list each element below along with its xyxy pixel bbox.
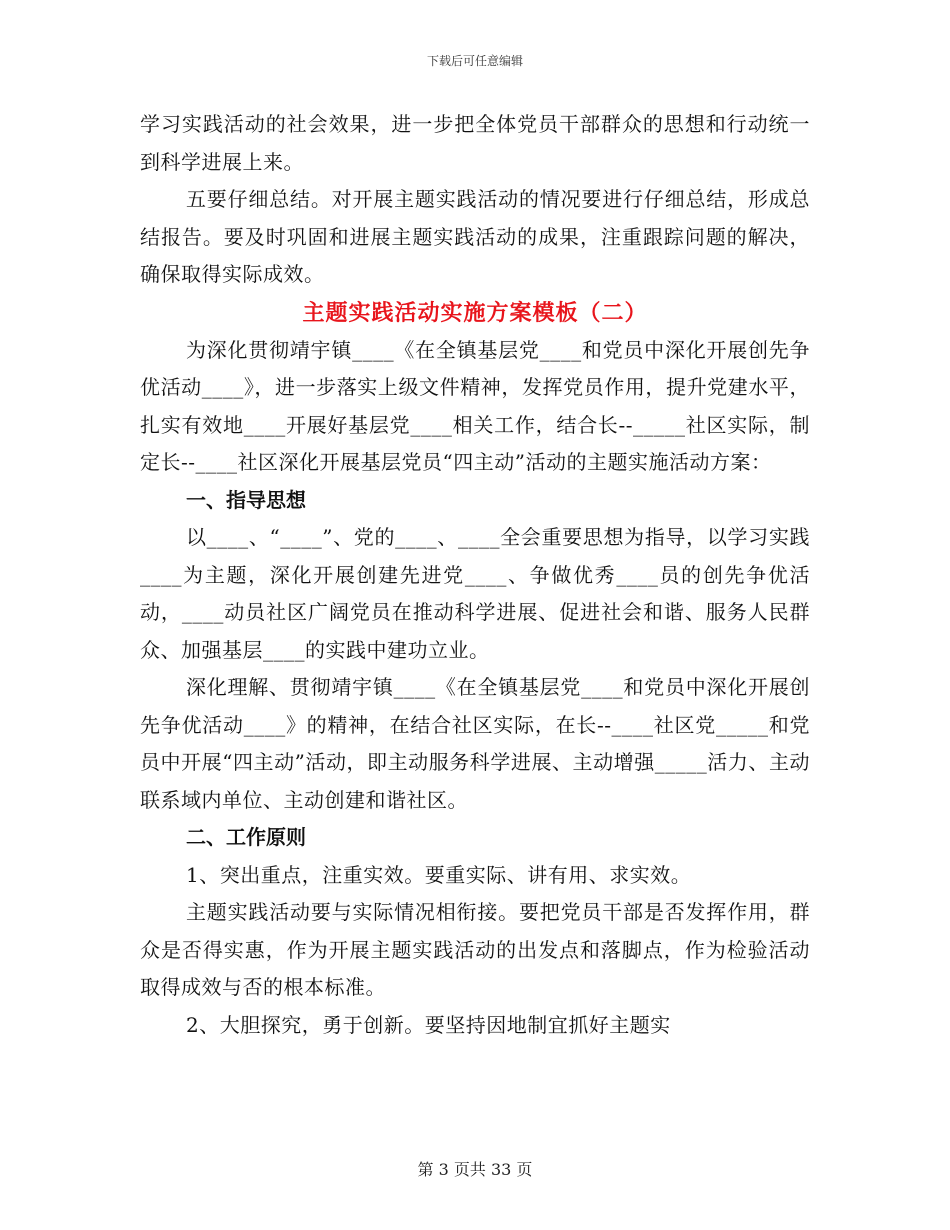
section-title: 主题实践活动实施方案模板（二）: [302, 299, 648, 326]
paragraph-2: 五要仔细总结。对开展主题实践活动的情况要进行仔细总结，形成总结报告。要及时巩固和进展主题实践活动的成果，注重跟踪问题的解决，确保取得实际成效。: [140, 187, 810, 286]
page-footer: 第 3 页共 33 页: [417, 1160, 533, 1179]
document-body: [140, 106, 810, 1044]
paragraph-1: 学习实践活动的社会效果，进一步把全体党员干部群众的思想和行动统一到科学进展上来。: [140, 112, 810, 174]
paragraph-8: 2、大胆探究，勇于创新。要坚持因地制宜抓好主题实: [186, 1012, 671, 1037]
paragraph-6: 1、突出重点，注重实效。要重实际、讲有用、求实效。: [186, 862, 692, 887]
paragraph-5: 深化理解、贯彻靖宇镇____《在全镇基层党____和党员中深化开展创先争优活动____》的精神，在结合社区实际，在长--____社区党_____和党员中开展“四主动”活动，即主动服务科学进展、主动增强_____活力、主动联系域内单位、主动创建和谐社区。: [140, 675, 810, 812]
paragraph-4: 以____、“____”、党的____、____全会重要思想为指导，以学习实践____为主题，深化开展创建先进党____、争做优秀____员的创先争优活动，____动员社区广阔党员在推动科学进展、促进社会和谐、服务人民群众、加强基层____的实践中建功立业。: [140, 525, 810, 662]
page-header: 下载后可任意编辑: [426, 54, 523, 68]
paragraph-7: 主题实践活动要与实际情况相衔接。要把党员干部是否发挥作用，群众是否得实惠，作为开展主题实践活动的出发点和落脚点，作为检验活动取得成效与否的根本标准。: [140, 900, 810, 999]
heading-guiding-ideology: 一、指导思想: [186, 487, 306, 512]
paragraph-3: 为深化贯彻靖宇镇____《在全镇基层党____和党员中深化开展创先争优活动____》，进一步落实上级文件精神，发挥党员作用，提升党建水平，扎实有效地____开展好基层党____相关工作，结合长--_____社区实际，制定长--____社区深化开展基层党员“四主动”活动的主题实施活动方案：: [140, 337, 810, 474]
heading-work-principles: 二、工作原则: [186, 825, 306, 849]
